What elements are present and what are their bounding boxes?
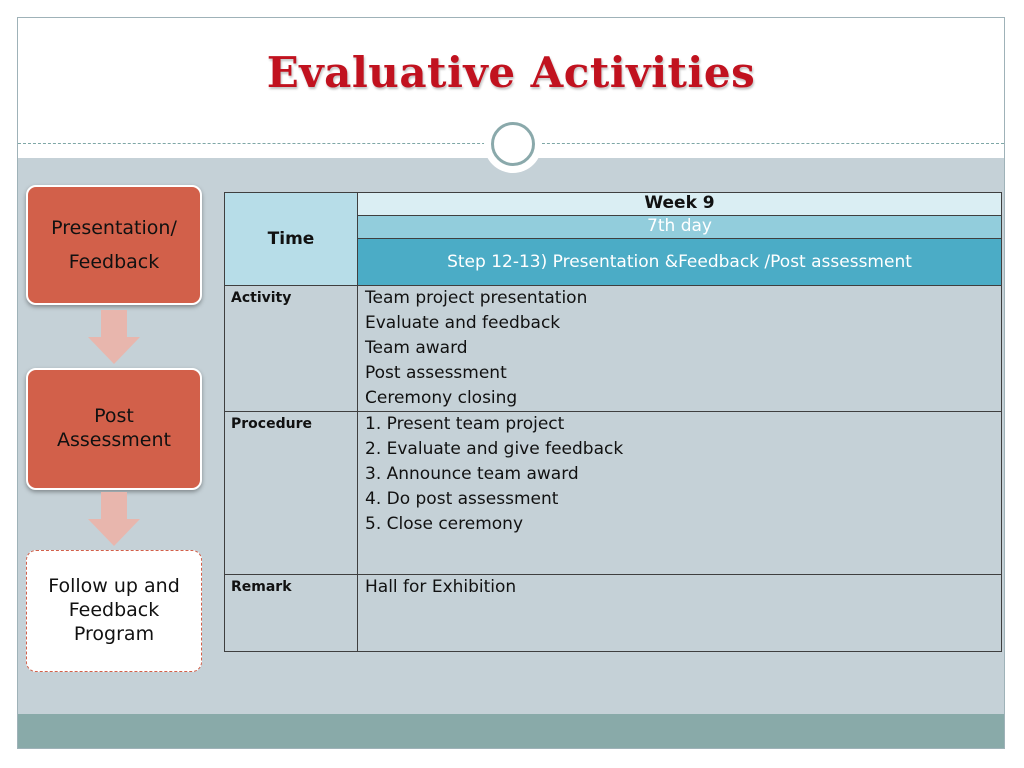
list-item: Evaluate and feedback (365, 313, 561, 333)
row-label-activity: Activity (225, 286, 358, 412)
down-arrow-icon (88, 492, 140, 546)
list-item: Ceremony closing (365, 388, 518, 408)
flow-box-line: Program (73, 622, 155, 645)
activity-table (224, 192, 1002, 652)
slide (17, 17, 1005, 749)
list-item: Post assessment (365, 363, 507, 383)
flow-box-line: Feedback (68, 599, 160, 622)
flow-box-follow-up (26, 550, 202, 672)
week-header: Week 9 (358, 193, 1002, 216)
flow-box-line: Follow up and (48, 575, 180, 598)
list-item: 3. Announce team award (365, 464, 579, 484)
list-item: 4. Do post assessment (365, 489, 559, 509)
list-item: 2. Evaluate and give feedback (365, 439, 624, 459)
flow-box-line: Assessment (57, 429, 171, 451)
down-arrow-icon (88, 310, 140, 364)
row-label-procedure: Procedure (225, 412, 358, 575)
list-item: 1. Present team project (365, 414, 565, 434)
list-item: Team project presentation (365, 288, 588, 308)
ring-ornament-icon (484, 115, 542, 173)
flow-box-presentation (26, 185, 202, 305)
list-item: Team award (365, 338, 468, 358)
flow-box-line: Presentation/ (51, 217, 177, 239)
table-row (225, 286, 1002, 412)
row-content-activity (358, 286, 1002, 412)
step-header: Step 12-13) Presentation &Feedback /Post assessment (358, 239, 1002, 286)
flow-box-line: Post (94, 405, 134, 428)
bottom-bar (18, 714, 1004, 748)
list-item: 5. Close ceremony (365, 514, 524, 534)
time-header: Time (225, 193, 358, 286)
table-row (225, 575, 1002, 652)
row-content-remark (358, 575, 1002, 652)
slide-title: Evaluative Activities (266, 48, 756, 97)
day-header: 7th day (358, 216, 1002, 239)
list-item: Hall for Exhibition (365, 577, 517, 597)
row-label-remark: Remark (225, 575, 358, 652)
flow-box-line: Feedback (68, 251, 160, 273)
row-content-procedure (358, 412, 1002, 575)
table-row (225, 412, 1002, 575)
flow-box-post-assessment (26, 368, 202, 490)
